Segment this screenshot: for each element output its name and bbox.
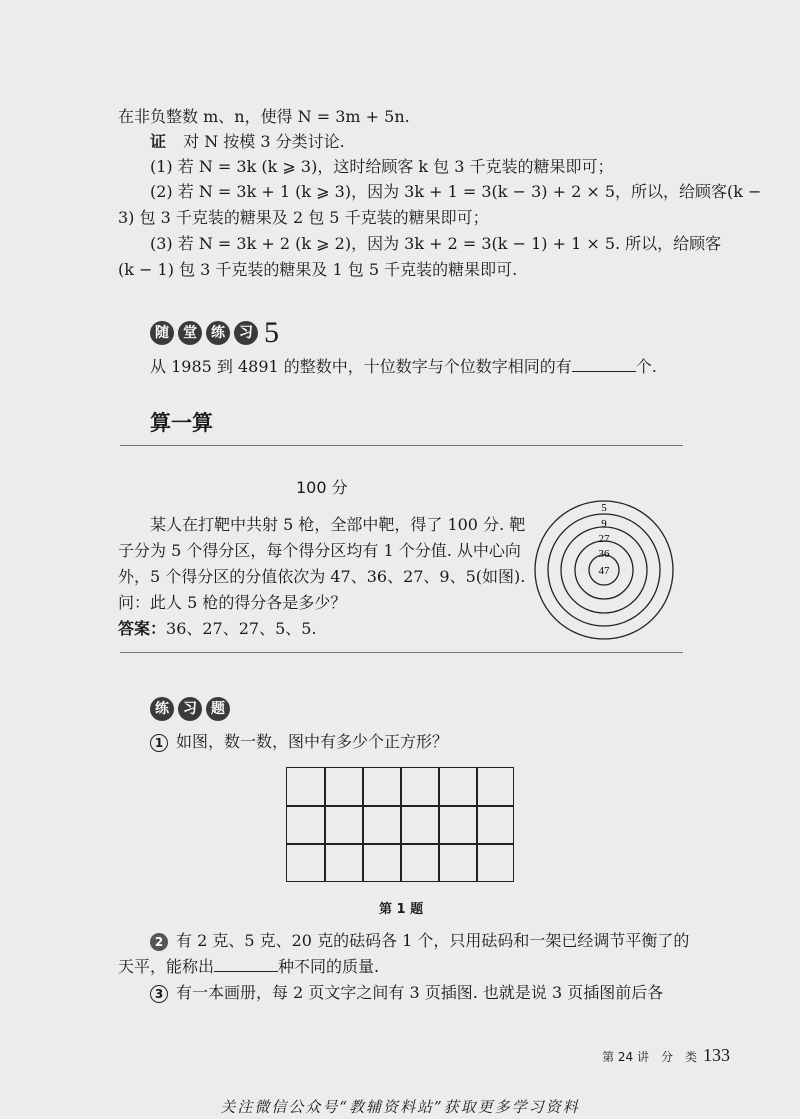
exercises-badge-3: 题 <box>206 697 230 721</box>
answer-line <box>118 619 317 639</box>
question-2 <box>150 931 689 951</box>
question-3-text: 有一本画册，每 2 页文字之间有 3 页插图. 也就是说 3 页插图前后各 <box>176 983 664 1002</box>
target-figure <box>532 498 676 642</box>
ring-label-5: 5 <box>601 502 607 514</box>
lecture-label: 第 24 讲 分 类 <box>602 1050 697 1064</box>
figure-caption: 第 1 题 <box>379 902 424 917</box>
divider-bottom <box>120 652 683 653</box>
practice-question-text: 从 1985 到 4891 的整数中，十位数字与个位数字相同的有 <box>150 357 572 376</box>
proof-case-2-cont: 3) 包 3 千克装的糖果及 2 包 5 千克装的糖果即可； <box>118 208 489 227</box>
ring-label-47: 47 <box>598 565 610 577</box>
practice-question <box>150 357 657 377</box>
practice-heading <box>150 318 279 348</box>
exercises-badge-2: 习 <box>178 697 202 721</box>
question-1-text: 如图，数一数，图中有多少个正方形？ <box>176 732 449 751</box>
problem-line-1: 某人在打靶中共射 5 枪，全部中靶，得了 100 分. 靶 <box>150 515 526 534</box>
question-2-cont <box>118 957 379 977</box>
question-3-number: 3 <box>150 985 168 1003</box>
ring-label-27: 27 <box>598 533 610 545</box>
problem-line-4: 问：此人 5 枪的得分各是多少？ <box>118 593 347 612</box>
section-heading: 算一算 <box>150 411 213 435</box>
question-1 <box>150 732 448 752</box>
proof-case-2: (2) 若 N = 3k + 1 (k ⩾ 3)，因为 3k + 1 = 3(k − 3) + 2 × 5，所以，给顾客(k − <box>150 182 762 201</box>
grid-vline <box>438 768 440 881</box>
practice-badge-3: 练 <box>206 321 230 345</box>
divider-top <box>120 445 683 446</box>
question-2-text: 有 2 克、5 克、20 克的砝码各 1 个，只用砝码和一架已经调节平衡了的 <box>176 931 690 950</box>
question-2-text-b2: 种不同的质量. <box>278 957 380 976</box>
page-footer <box>602 1045 730 1066</box>
proof-case-3-cont: (k − 1) 包 3 千克装的糖果及 1 包 5 千克装的糖果即可. <box>118 260 518 279</box>
grid-vline <box>362 768 364 881</box>
practice-badge-2: 堂 <box>178 321 202 345</box>
answer-label: 答案： <box>118 619 167 638</box>
question-3 <box>150 983 663 1003</box>
square-grid-figure <box>286 767 514 882</box>
proof-label: 证 <box>150 132 167 151</box>
problem-line-3: 外，5 个得分区的分值依次为 47、36、27、9、5(如图). <box>118 567 526 586</box>
grid-vline <box>324 768 326 881</box>
exercises-badge-1: 练 <box>150 697 174 721</box>
practice-number: 5 <box>264 316 279 349</box>
practice-badge-1: 随 <box>150 321 174 345</box>
problem-line-2: 子分为 5 个得分区，每个得分区均有 1 个分值. 从中心向 <box>118 541 521 560</box>
practice-badge-4: 习 <box>234 321 258 345</box>
grid-vline <box>476 768 478 881</box>
question-2-text-b1: 天平，能称出 <box>118 957 215 976</box>
answer-text: 36、27、27、5、5. <box>166 619 317 638</box>
page-number: 133 <box>703 1045 730 1065</box>
ring-label-9: 9 <box>601 518 607 530</box>
promo-footer: 关注微信公众号“教辅资料站”获取更多学习资料 <box>220 1098 580 1116</box>
grid-hline <box>287 805 513 807</box>
answer-blank-2 <box>214 957 278 972</box>
box-title: 100 分 <box>296 478 348 497</box>
grid-hline <box>287 843 513 845</box>
proof-line-0: 在非负整数 m、n，使得 N = 3m + 5n. <box>118 107 410 126</box>
proof-case-3: (3) 若 N = 3k + 2 (k ⩾ 2)，因为 3k + 2 = 3(k − 1) + 1 × 5. 所以，给顾客 <box>150 234 722 253</box>
proof-intro: 对 N 按模 3 分类讨论. <box>183 132 345 151</box>
ring-label-36: 36 <box>598 548 610 560</box>
answer-blank <box>572 357 636 372</box>
proof-line-1 <box>150 132 345 152</box>
grid-vline <box>400 768 402 881</box>
practice-question-end: 个. <box>635 357 657 376</box>
proof-case-1: (1) 若 N = 3k (k ⩾ 3)，这时给顾客 k 包 3 千克装的糖果即可； <box>150 157 614 176</box>
question-2-number: 2 <box>150 933 168 951</box>
question-1-number: 1 <box>150 734 168 752</box>
exercises-heading <box>150 697 234 721</box>
